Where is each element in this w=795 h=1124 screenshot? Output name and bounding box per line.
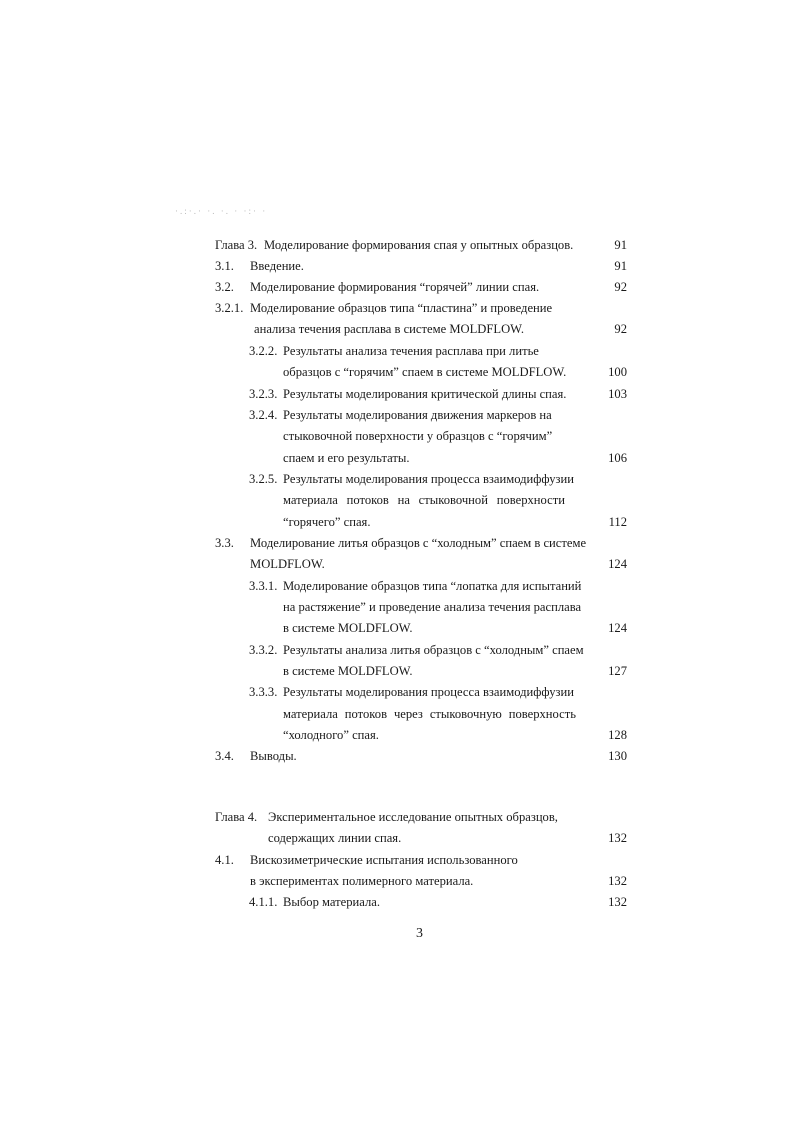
toc-entry-page: 91 <box>614 238 627 252</box>
toc-entry-number: 3.1. <box>215 259 234 273</box>
toc-entry-text: материала потоков через стыковочную поверхность <box>283 707 576 721</box>
toc-entry-text: стыковочной поверхности у образцов с “горячим” <box>283 429 553 443</box>
toc-entry-text: Моделирование литья образцов с “холодным” спаем в системе <box>250 536 587 550</box>
toc-entry-number: 3.2.4. <box>249 408 278 422</box>
toc-entry-number: 3.2.3. <box>249 387 278 401</box>
toc-entry-page: 106 <box>608 451 627 465</box>
toc-entry-page: 91 <box>614 259 627 273</box>
toc-entry-page: 132 <box>608 831 627 845</box>
toc-entry-text: Моделирование формирования спая у опытных образцов. <box>264 238 574 252</box>
toc-entry-text: спаем и его результаты. <box>283 451 410 465</box>
toc-entry-text: Введение. <box>250 259 304 273</box>
toc-entry-number: 4.1.1. <box>249 895 278 909</box>
toc-entry-text: Вискозиметрические испытания использованного <box>250 853 518 867</box>
toc-entry-page: 128 <box>608 728 627 742</box>
toc-entry-text: в системе MOLDFLOW. <box>283 664 413 678</box>
toc-entry-number: 3.2. <box>215 280 234 294</box>
toc-entry-number: 3.3. <box>215 536 234 550</box>
toc-entry-page: 92 <box>614 322 627 336</box>
toc-entry-text: Моделирование образцов типа “пластина” и проведение <box>250 301 553 315</box>
toc-entry-page: 130 <box>608 749 627 763</box>
toc-entry-text: “горячего” спая. <box>283 515 371 529</box>
toc-entry-page: 100 <box>608 365 627 379</box>
toc-entry-text: Результаты анализа течения расплава при литье <box>283 344 539 358</box>
toc-entry-text: Результаты моделирования процесса взаимодиффузии <box>283 472 574 486</box>
toc-entry-page: 132 <box>608 874 627 888</box>
toc-entry-text: содержащих линии спая. <box>268 831 402 845</box>
toc-entry-text: Выводы. <box>250 749 297 763</box>
toc-entry-page: 92 <box>614 280 627 294</box>
toc-entry-page: 103 <box>608 387 627 401</box>
toc-entry-text: на растяжение” и проведение анализа течения расплава <box>283 600 582 614</box>
toc-entry-number: 4.1. <box>215 853 234 867</box>
toc-entry-text: Выбор материала. <box>283 895 381 909</box>
toc-entry-text: Результаты моделирования критической длины спая. <box>283 387 567 401</box>
toc-entry-number: 3.2.2. <box>249 344 278 358</box>
toc-entry-number: Глава 3. <box>215 238 258 252</box>
toc-entry-page: 127 <box>608 664 627 678</box>
toc-entry-text: Моделирование формирования “горячей” линии спая. <box>250 280 540 294</box>
toc-entry-text: Моделирование образцов типа “лопатка для испытаний <box>283 579 582 593</box>
toc-entry-number: 3.2.1. <box>215 301 244 315</box>
toc-entry-text: Результаты моделирования процесса взаимодиффузии <box>283 685 574 699</box>
toc-entry-text: анализа течения расплава в системе MOLDFLOW. <box>254 322 525 336</box>
toc-entry-number: 3.3.2. <box>249 643 278 657</box>
toc-entry-number: 3.2.5. <box>249 472 278 486</box>
toc-entry-text: материала потоков на стыковочной поверхности <box>283 493 565 507</box>
toc-entry-page: 124 <box>608 621 627 635</box>
toc-entry-page: 112 <box>608 515 627 529</box>
toc-entry-text: в экспериментах полимерного материала. <box>250 874 474 888</box>
toc-entry-number: 3.3.3. <box>249 685 278 699</box>
toc-entry-text: образцов с “горячим” спаем в системе MOLDFLOW. <box>283 365 567 379</box>
toc-entry-text: в системе MOLDFLOW. <box>283 621 413 635</box>
toc-entry-page: 124 <box>608 557 627 571</box>
toc-entry-number: Глава 4. <box>215 810 258 824</box>
page-number: 3 <box>416 926 423 941</box>
toc-entry-text: Экспериментальное исследование опытных образцов, <box>268 810 558 824</box>
toc-entry-number: 3.3.1. <box>249 579 278 593</box>
toc-entry-text: “холодного” спая. <box>283 728 379 742</box>
toc-entry-number: 3.4. <box>215 749 234 763</box>
toc-entry-text: MOLDFLOW. <box>250 557 325 571</box>
toc-entry-text: Результаты анализа литья образцов с “холодным” спаем <box>283 643 584 657</box>
toc-entry-text: Результаты моделирования движения маркеров на <box>283 408 552 422</box>
toc-entry-page: 132 <box>608 895 627 909</box>
scan-noise: ·.:·.· ·. ·. · ·:· · <box>175 206 268 216</box>
